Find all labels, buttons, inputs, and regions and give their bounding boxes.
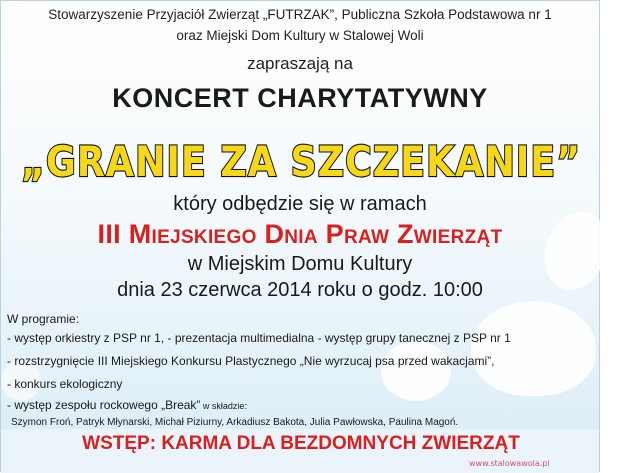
paw-print-decoration [471,301,596,396]
paw-toe-decoration [381,341,451,401]
program-item: - występ orkiestry z PSP nr 1, - prezentacja multimedialna - występ grupy tanecznej z PSP nr 1 [7,331,511,345]
organizers-line-1: Stowarzyszenie Przyjaciół Zwierząt „FUTRZAK”, Publiczna Szkoła Podstawowa nr 1 [48,7,552,22]
organizers-line-2: oraz Miejski Dom Kultury w Stalowej Woli [176,28,424,43]
site-watermark: www.stalowawola.pl [469,459,550,468]
concert-title-text: „GRANIE ZA SZCZEKANIE” [21,137,581,186]
program-item: - konkurs ekologiczny [7,377,123,391]
venue-text: w Miejskim Domu Kultury [187,253,413,275]
concert-title [1,131,601,189]
concert-heading: KONCERT CHARYTATYWNY [112,83,488,113]
program-item-band-suffix: w składzie: [200,401,247,411]
program-item [7,398,247,412]
event-name: III Miejskiego Dnia Praw Zwierząt [97,219,503,249]
band-members: Szymon Froń, Patryk Młynarski, Michał Piziurny, Arkadiusz Bakota, Julia Pawłowska, Paulina Magoń. [11,417,459,428]
subtitle-text: który odbędzie się w ramach [173,193,427,215]
entry-fee-text: WSTĘP: KARMA DLA BEZDOMNYCH ZWIERZĄT [82,433,520,454]
program-item-band: - występ zespołu rockowego „Break” [7,398,201,412]
date-text: dnia 23 czerwca 2014 roku o godz. 10:00 [117,279,483,301]
invite-text: zapraszają na [247,54,353,73]
program-heading: W programie: [7,312,80,326]
program-item: - rozstrzygnięcie III Miejskiego Konkursu Plastycznego „Nie wyrzucaj psa przed wakacjami”, [7,354,495,368]
